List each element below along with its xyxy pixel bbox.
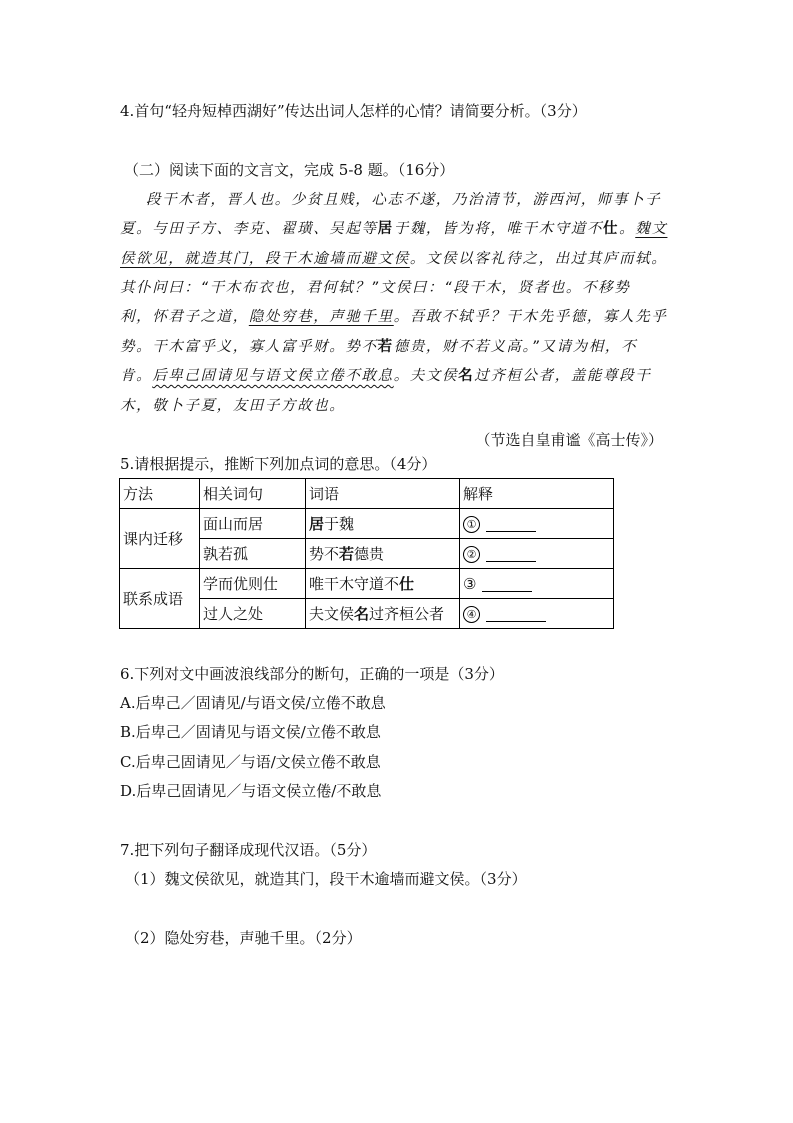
dotted-word-shi: 仕 (603, 221, 620, 237)
passage-line-8: 木，敬卜子夏，友田子方故也。 (120, 398, 346, 414)
header-method: 方法 (120, 479, 200, 509)
question-4: 4.首句“轻舟短棹西湖好”传达出词人怎样的心情？请简要分析。（3分） (120, 102, 587, 120)
table-row: 课内迁移 面山而居 居于魏 ① (120, 509, 614, 539)
question-5: 5.请根据提示，推断下列加点词的意思。（4分） (120, 455, 437, 473)
answer-blank[interactable] (482, 577, 532, 592)
number-marker: ② (463, 546, 480, 563)
header-related-phrase: 相关词句 (200, 479, 306, 509)
underlined-sentence-1-start: 魏文 (635, 221, 668, 237)
question-7: 7.把下列句子翻译成现代汉语。（5分） (120, 841, 377, 859)
dotted-word-ruo: 若 (377, 339, 394, 355)
table-row: 过人之处 夫文侯名过齐桓公者 ④ (120, 599, 614, 629)
question-6: 6.下列对文中画波浪线部分的断句，正确的一项是（3分） (120, 665, 504, 683)
passage-line-1: 段干木者，晋人也。少贫且贱，心志不遂，乃治清节，游西河，师事卜子 (146, 192, 662, 208)
question-7-part-1: （1）魏文侯欲见，就造其门，段干木逾墙而避文侯。（3分） (125, 870, 527, 888)
dotted-word-ming: 名 (458, 368, 475, 384)
passage-line-6: 势。干木富乎义，寡人富乎财。势不若德贵，财不若义高。”又请为相，不 (120, 339, 638, 355)
option-b[interactable]: B.后卑己／固请见与语文侯/立倦不敢息 (120, 723, 381, 741)
table-row (120, 479, 614, 509)
header-explanation: 解释 (460, 479, 614, 509)
question-7-part-2: （2）隐处穷巷，声驰千里。（2分） (125, 929, 362, 947)
dotted-word-ju: 居 (377, 221, 394, 237)
passage-line-3: 侯欲见，就造其门，段干木逾墙而避文侯。文侯以客礼待之，出过其庐而轼。 (120, 251, 668, 267)
passage-line-7: 肯。后卑己固请见与语文侯立倦不敢息。夫文侯名过齐桓公者，盖能尊段干 (120, 368, 652, 384)
table-row: 联系成语 学而优则仕 唯干木守道不仕 ③ (120, 569, 614, 599)
option-a[interactable]: A.后卑己／固请见/与语文侯/立倦不敢息 (120, 694, 386, 712)
passage-source: （节选自皇甫谧《高士传》） (475, 431, 663, 449)
number-marker: ④ (463, 606, 480, 623)
answer-blank[interactable] (486, 547, 536, 562)
passage-line-5: 利，怀君子之道，隐处穷巷，声驰千里。吾敢不轼乎？干木先乎德，寡人先乎 (120, 309, 668, 325)
underlined-sentence-2: 隐处穷巷，声驰千里 (248, 309, 394, 325)
option-d[interactable]: D.后卑己固请见／与语文侯立倦/不敢息 (120, 782, 382, 800)
word-meaning-table (119, 478, 614, 629)
option-c[interactable]: C.后卑己固请见／与语/文侯立倦不敢息 (120, 753, 381, 771)
wavy-underlined-sentence: 后卑己固请见与语文侯立倦不敢息 (152, 368, 394, 384)
underlined-sentence-1-end: 侯欲见，就造其门，段干木逾墙而避文侯 (120, 251, 410, 267)
method-idiom: 联系成语 (120, 569, 200, 629)
table-row: 孰若孤 势不若德贵 ② (120, 539, 614, 569)
header-word: 词语 (306, 479, 460, 509)
answer-blank[interactable] (486, 607, 546, 622)
passage-line-4: 其仆问曰：“干木布衣也，君何轼？”文侯曰：“段干木，贤者也。不移势 (120, 280, 631, 296)
method-in-class: 课内迁移 (120, 509, 200, 569)
section-2-heading: （二）阅读下面的文言文，完成 5-8 题。（16分） (124, 161, 455, 179)
number-marker: ① (463, 516, 480, 533)
passage-line-2: 夏。与田子方、李克、翟璜、吴起等居于魏，皆为将，唯干木守道不仕。魏文 (120, 221, 668, 237)
number-marker: ③ (463, 574, 477, 593)
answer-blank[interactable] (486, 517, 536, 532)
